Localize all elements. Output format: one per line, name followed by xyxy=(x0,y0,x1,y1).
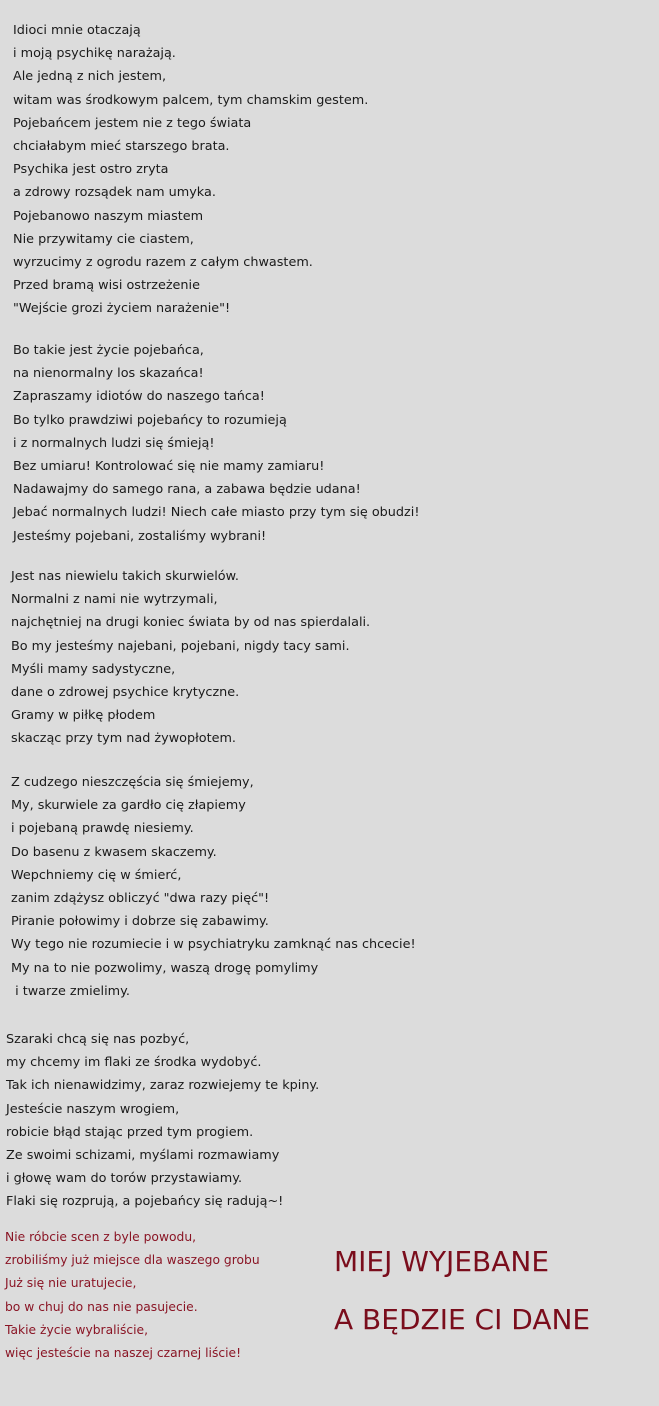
poem-line: Jesteście naszym wrogiem, xyxy=(6,1101,180,1117)
poem-line: Normalni z nami nie wytrzymali, xyxy=(11,592,218,608)
poem-line: my chcemy im flaki ze środka wydobyć. xyxy=(6,1055,262,1071)
poem-line: Bez umiaru! Kontrolować się nie mamy zamiaru! xyxy=(13,458,325,474)
poem-line: Bo takie jest życie pojebańca, xyxy=(13,343,204,358)
poem-line: Gramy w piłkę płodem xyxy=(11,708,156,724)
poem-line: Do basenu z kwasem skaczemy. xyxy=(11,844,217,860)
poem-line: Szaraki chcą się nas pozbyć, xyxy=(6,1032,190,1047)
poem-line: Wepchniemy cię w śmierć, xyxy=(11,867,182,883)
poem-line: Psychika jest ostro zryta xyxy=(13,162,169,178)
poem-line: Myśli mamy sadystyczne, xyxy=(11,661,176,677)
poem-line: bo w chuj do nas nie pasujecie. xyxy=(5,1299,198,1314)
stanza-5 xyxy=(6,1028,319,1214)
stanza-2 xyxy=(13,339,419,548)
stanza-3 xyxy=(11,565,370,751)
poem-line: na nienormalny los skazańca! xyxy=(13,366,204,382)
stanza-6-red xyxy=(5,1226,260,1365)
poem-line: Zapraszamy idiotów do naszego tańca! xyxy=(13,389,265,405)
poem-line: zanim zdążysz obliczyć "dwa razy pięć"! xyxy=(11,890,270,906)
poem-line: Nie róbcie scen z byle powodu, xyxy=(5,1230,197,1244)
poem-line: Wy tego nie rozumiecie i w psychiatryku zamknąć nas chcecie! xyxy=(11,937,416,953)
poem-line: i twarze zmielimy. xyxy=(11,983,130,999)
poem-line: skacząc przy tym nad żywopłotem. xyxy=(11,731,237,747)
poem-line: Jebać normalnych ludzi! Niech całe miasto przy tym się obudzi! xyxy=(13,505,420,521)
poem-line: Takie życie wybraliście, xyxy=(5,1322,149,1337)
poem-line: Pojebańcem jestem nie z tego świata xyxy=(13,115,252,131)
poem-line: a zdrowy rozsądek nam umyka. xyxy=(13,185,216,201)
poem-line: Pojebanowo naszym miastem xyxy=(13,208,204,224)
poem-line: Jesteśmy pojebani, zostaliśmy wybrani! xyxy=(13,528,267,544)
poem-line: Piranie połowimy i dobrze się zabawimy. xyxy=(11,914,269,930)
poem-line: i z normalnych ludzi się śmieją! xyxy=(13,435,215,451)
slogan-line-1: MIEJ WYJEBANE xyxy=(334,1245,550,1278)
poem-line: wyrzucimy z ogrodu razem z całym chwastem. xyxy=(13,254,313,270)
poem-line: My, skurwiele za gardło cię złapiemy xyxy=(11,798,246,814)
poem-line: Bo my jesteśmy najebani, pojebani, nigdy tacy sami. xyxy=(11,638,350,654)
poem-line: Przed bramą wisi ostrzeżenie xyxy=(13,278,200,294)
poem-line: My na to nie pozwolimy, waszą drogę pomylimy xyxy=(11,960,319,976)
poem-line: i moją psychikę narażają. xyxy=(13,46,176,62)
poem-line: robicie błąd stając przed tym progiem. xyxy=(6,1124,254,1140)
poem-line: Tak ich nienawidzimy, zaraz rozwiejemy te kpiny. xyxy=(6,1078,320,1094)
poem-line: Jest nas niewielu takich skurwielów. xyxy=(11,569,239,584)
poem-line: najchętniej na drugi koniec świata by od nas spierdalali. xyxy=(11,615,371,631)
poem-line: Ze swoimi schizami, myślami rozmawiamy xyxy=(6,1147,280,1163)
poem-line: zrobiliśmy już miejsce dla waszego grobu xyxy=(5,1253,260,1268)
poem-line: Z cudzego nieszczęścia się śmiejemy, xyxy=(11,775,254,790)
slogan-line-2: A BĘDZIE CI DANE xyxy=(334,1303,591,1336)
poem-line: i głowę wam do torów przystawiamy. xyxy=(6,1171,243,1187)
poem-line: chciałabym mieć starszego brata. xyxy=(13,138,230,154)
poem-line: dane o zdrowej psychice krytyczne. xyxy=(11,684,240,700)
poem-line: Nadawajmy do samego rana, a zabawa będzie udana! xyxy=(13,482,361,498)
poem-line: więc jesteście na naszej czarnej liście! xyxy=(5,1345,242,1360)
poem-line: witam was środkowym palcem, tym chamskim gestem. xyxy=(13,92,369,108)
poem-line: Idioci mnie otaczają xyxy=(13,23,141,38)
poem-line: "Wejście grozi życiem narażenie"! xyxy=(13,301,231,317)
poem-line: Bo tylko prawdziwi pojebańcy to rozumieją xyxy=(13,412,287,428)
poem-line: Flaki się rozprują, a pojebańcy się radują~! xyxy=(6,1194,284,1210)
poem-line: Już się nie uratujecie, xyxy=(5,1276,137,1291)
poem-line: i pojebaną prawdę niesiemy. xyxy=(11,821,194,837)
stanza-4 xyxy=(11,771,416,1003)
poem-line: Ale jedną z nich jestem, xyxy=(13,69,167,85)
poem-line: Nie przywitamy cie ciastem, xyxy=(13,231,194,247)
stanza-1 xyxy=(13,19,368,320)
